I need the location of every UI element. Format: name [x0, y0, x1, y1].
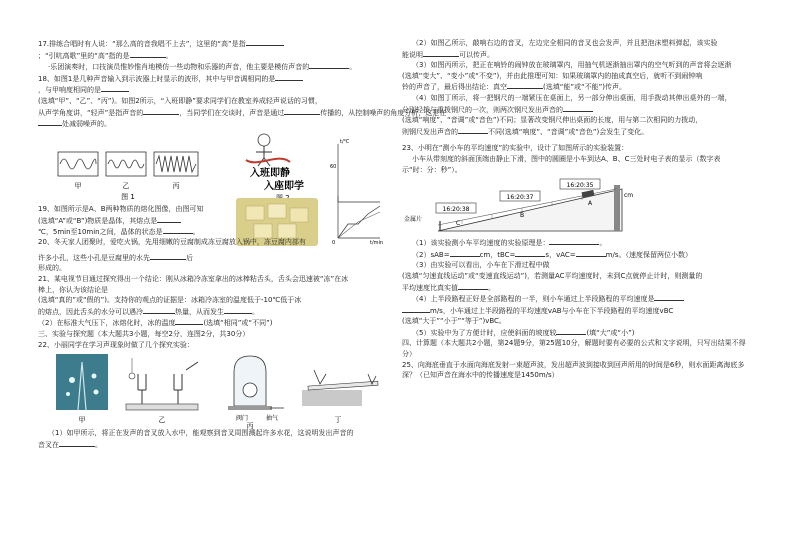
foam-ball-icon: [129, 373, 135, 379]
fig2-line1: 入班即静: [250, 167, 290, 179]
answer-blank[interactable]: [423, 49, 459, 57]
answer-blank[interactable]: [556, 327, 586, 335]
tofu-cube: [278, 224, 296, 238]
q18-line: 处减弱噪声的。: [38, 118, 382, 130]
q23-line: 示“时：分：秒”）。: [402, 165, 462, 174]
answer-blank[interactable]: [309, 61, 349, 69]
q23-3-line: (选填“匀速直线运动”或“变速直线运动”)，若测量AC平均速度时，未到C点就停止计时，则测量的: [402, 271, 703, 280]
q22-4-line: 分别轻拨与重拨钢尺的一次，则两次钢尺发出声音的: [402, 104, 754, 116]
fork-base: [126, 404, 198, 410]
bell-jar-icon: [234, 356, 266, 406]
q21-line: 棒上，你认为该结论是: [38, 285, 108, 294]
tofu-cube: [290, 208, 308, 222]
q20-line: 许多小孔，这些小孔是豆腐里的水先 后: [38, 253, 193, 262]
wave-c: [156, 156, 196, 172]
answer-blank[interactable]: [275, 73, 303, 81]
q25-line: 深？（已知声音在海水中的传播速度是1450m/s）: [402, 371, 559, 380]
answer-blank[interactable]: [458, 126, 488, 134]
q22-2-line: （2）如图乙所示，敲响右边的音叉，左边完全相同的音叉也会发声，并且把泡沫塑料弹起，该实验: [412, 39, 718, 47]
valve-label: 阀门: [236, 415, 249, 423]
q19-line: 19、如图所示是A、B两种物质的熔化图像，由图可知: [38, 204, 204, 213]
answer-blank[interactable]: [157, 215, 181, 223]
red-ribbon-icon: [246, 158, 290, 162]
tofu-cube: [268, 204, 286, 218]
q23-4-line: m/s，小车通过上半段路程的平均速度vAB与小车在下半段路程的平均速度vBC: [402, 305, 754, 317]
q21-line: (选填“真的”或“假的”)。支持你的观点的证据是：冰箱冷冻室的温度低于-10℃低于冰: [38, 296, 302, 305]
q23-1-line: （1）该实验测小车平均速度的实验原理是： 。: [412, 239, 607, 248]
steel-ruler-icon: [308, 381, 378, 390]
answer-blank[interactable]: [101, 84, 129, 92]
q23-line: 23、小明在“测小车的平均速度”的实验中，设计了如图所示的实验装置：: [402, 144, 629, 153]
answer-blank[interactable]: [402, 305, 430, 313]
hammer-icon: [186, 362, 198, 370]
answer-blank[interactable]: [175, 317, 203, 325]
q22-3-line: （3）如图丙所示，把正在响铃的闹钟放在玻璃罩内，用抽气机逐渐抽出罩内的空气听到的声音将会逐渐: [412, 61, 732, 70]
q23-line: 小车从带刻度的斜面顶端由静止下滑，图中的圆圈是小车到达A、B、C三处时电子表的显示（数字表: [412, 154, 721, 163]
graph-ylabel: t/℃: [340, 138, 350, 145]
fig-label-c: 丙: [246, 422, 254, 431]
answer-blank[interactable]: [654, 293, 684, 301]
ramp-figure: [402, 175, 754, 237]
point-c: C: [456, 220, 461, 228]
q25-line: 25、向海底垂直于水面向海底发射一束超声波，发出超声波到接收到回声所用的时间是6秒，则水面距离海底多: [402, 360, 745, 369]
q19-line: (选填“A”或“B”)物质是晶体，其熔点是: [38, 215, 238, 227]
experiment-svg: [38, 350, 382, 431]
q22-intro: 22、小丽同学在学习声现象时做了几个探究实验：: [38, 340, 194, 349]
q22-4-line: 则钢尺发出声音的 不同(选填“响度”、“音调”或“音色”)会发生了变化。: [402, 127, 649, 136]
water-drop-icon: [66, 392, 70, 396]
point-b: B: [520, 212, 525, 220]
answer-blank[interactable]: [450, 249, 480, 257]
graph-xlabel: t/min: [370, 239, 384, 246]
q23-5-line: （5）实验中为了方便计时，应使斜面的坡度较 (填“大”或“小”): [412, 328, 635, 337]
answer-blank[interactable]: [507, 81, 543, 89]
q23-4-line: （4）上半段路程正好是全部路程的一半，则小车通过上半段路程的平均速度是: [402, 293, 754, 305]
q21-line: 21、某电视节目通过探究得出一个结论：刚从冰箱冷冻室拿出的冰棒粘舌头，舌头会迅速被“冻”在冰: [38, 274, 349, 283]
q22-4-line: （4）如图丁所示，将一把钢尺的一端紧压在桌面上，另一部分伸出桌面，用手拨动其伸出桌外的一端，: [412, 93, 732, 102]
section-4-heading: 四、计算题（本大题共2小题，第24题9分，第25题10分，解题时要有必要的公式和文字说明，只写出结果不得: [402, 339, 746, 348]
q20-line: 形成的。: [38, 264, 66, 273]
q18-line: (选填“甲”、“乙”、“丙”)。如图2所示，“入班即静”要求同学们在教室养成轻声说话的习惯，: [38, 96, 322, 105]
table-edge: [302, 390, 362, 406]
fig1-caption: 图 1: [121, 192, 135, 201]
tuning-fork-icon: [138, 374, 146, 404]
answer-blank[interactable]: [150, 252, 186, 260]
answer-blank[interactable]: [458, 282, 488, 290]
experiment-figures: [38, 350, 382, 431]
q18-line: 18、如图1是几种声音输入到示波器上时显示的波形，其中与甲音调相同的是: [38, 73, 382, 85]
q17-line: ；“引吭高歌”里的“高”指的是 。: [38, 51, 173, 60]
pump-label: 抽气: [266, 415, 279, 423]
q20-line: 20、冬天家人团聚时，爱吃火锅，先用细嫩的豆腐制成冻豆腐放入锅中，冻豆腐内部有: [38, 237, 306, 246]
q22-4-line: (选填“响度”、“音调”或“音色”)不同；显著改变钢尺伸出桌面的长度，用与第二次相同的力拨动，: [402, 116, 703, 125]
water-drop-icon: [94, 390, 99, 395]
jar-base: [228, 406, 272, 410]
graph-origin: 0: [332, 239, 336, 246]
q19-line: ℃，5min至10min之间，晶体的状态是 。: [38, 227, 200, 236]
answer-blank[interactable]: [130, 50, 166, 58]
unit-label: cm: [624, 192, 634, 200]
answer-blank[interactable]: [143, 306, 175, 314]
answer-blank[interactable]: [163, 226, 193, 234]
q17-continued: ·乐团演奏时，口技演员惟妙惟肖地模仿一些动物和乐器的声音，他主要是模仿声音的 。: [48, 63, 357, 72]
q23-4-line: (选填“大于”“小于”“等于”)vBC。: [402, 317, 506, 326]
figure-head-icon: [258, 134, 270, 146]
q22-1-line: 音叉在 。: [38, 440, 102, 449]
answer-blank[interactable]: [515, 249, 545, 257]
alarm-clock-icon: [243, 383, 257, 397]
q22-3-line: 铃的声音了，最后得出结论：真空 (选填“能”或“不能”)传声。: [402, 83, 626, 92]
q22-2-line: 能说明 可以传声。: [402, 50, 494, 59]
fig1-label-a: 甲: [74, 181, 82, 190]
right-column: [402, 38, 754, 381]
tuning-fork-icon: [174, 374, 182, 404]
graph-line-b: [338, 212, 380, 238]
q22-3-line: (选填“变大”、“变小”或“不变”)，并由此推理可知：如果玻璃罩内的抽成真空后，就听不到闹钟响: [402, 71, 703, 80]
point-a: A: [588, 200, 593, 208]
clock-time-b: 16:20:37: [506, 194, 534, 202]
fig1-label-c: 丙: [172, 181, 180, 190]
fig2-line2: 入座即学: [264, 180, 304, 192]
section-3-heading: 三、实验与探究题（本大题共3小题，每空2分，连图2分，共30分）: [38, 329, 250, 338]
q23-3-line: （3）由实验可以看出，小车在下滑过程中做: [412, 261, 550, 270]
answer-blank[interactable]: [284, 107, 320, 115]
water-drop-icon: [69, 377, 75, 383]
section-4-heading: 分）: [402, 350, 416, 359]
answer-blank[interactable]: [143, 107, 179, 115]
q18-line: 从声学角度讲，“轻声”是指声音的 ，当同学们在交谈时，声音是通过 传播的，从控制噪声的角度分析，这是在: [38, 108, 447, 117]
answer-blank[interactable]: [224, 306, 252, 314]
q23-2-line: （2）sAB= cm，tBC= s，vAC= m/s。（速度保留两位小数）: [412, 250, 692, 259]
fig-label-a: 甲: [78, 416, 86, 425]
q22-1-line: （1）如甲所示，将正在发声的音叉放入水中，能观察到音叉周围溅起许多水花，这说明发出声音的: [48, 429, 354, 438]
q21-line: 的熔点，因此舌头的水分可以遇冷 热量，从而发生 。: [38, 307, 259, 316]
answer-blank[interactable]: [576, 249, 606, 257]
fig-label-b: 乙: [158, 416, 166, 425]
clock-time-c: 16:20:38: [442, 206, 470, 214]
graph-ytick: 60: [330, 163, 337, 170]
q21-sub2: （2）在标准大气压下，冰熔化时，冰的温度 (选填“相同”或“不同”): [38, 319, 273, 328]
q18-line: ，与甲响度相同的是: [38, 84, 382, 96]
ramp-svg: [402, 175, 754, 237]
q23-3-line: 平均速度比真实值 。: [402, 283, 495, 292]
answer-blank[interactable]: [563, 104, 593, 112]
wave-b: [108, 160, 144, 168]
water-drop-icon: [92, 374, 97, 379]
fig-label-d: 丁: [334, 416, 342, 425]
answer-blank[interactable]: [549, 237, 599, 245]
clock-time-a: 16:20:35: [566, 182, 594, 190]
tofu-and-graph-row: [38, 204, 382, 252]
wave-a: [60, 159, 96, 169]
q17-line: 17.排练合唱时有人说：“那么高的音我唱不上去”，这里的“高”是指: [38, 38, 382, 50]
metal-plate-label: 金属片: [404, 216, 423, 224]
answer-blank[interactable]: [59, 439, 95, 447]
support-block: [614, 185, 620, 231]
answer-blank[interactable]: [246, 38, 284, 46]
hand-press-icon: [314, 370, 326, 384]
fig1-label-b: 乙: [122, 181, 130, 190]
tofu-cube: [246, 206, 264, 220]
answer-blank[interactable]: [38, 118, 62, 126]
tofu-cube: [254, 224, 272, 238]
